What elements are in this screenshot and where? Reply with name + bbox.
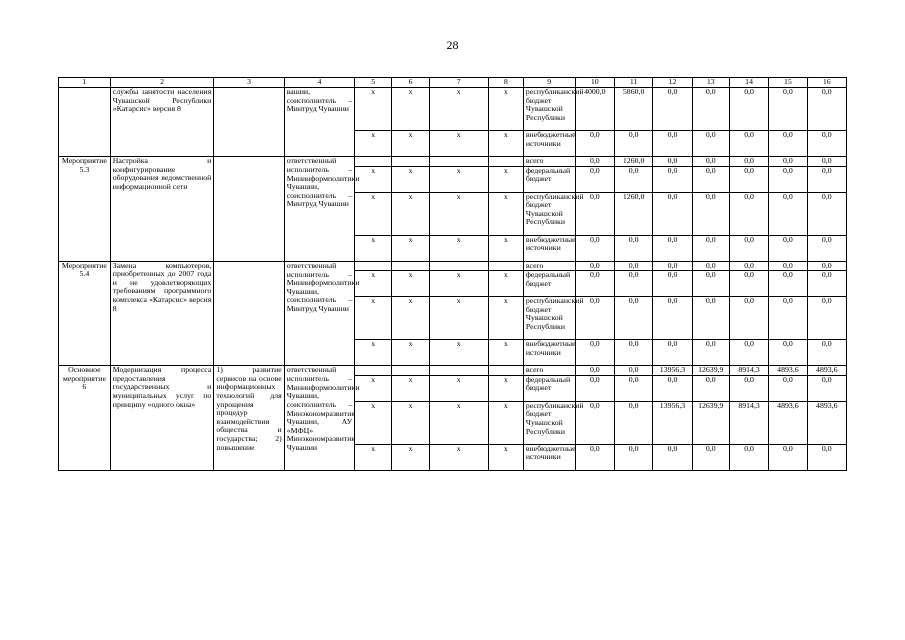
amount-cell: 0,0 (653, 297, 692, 340)
amount-cell: 0,0 (729, 444, 768, 470)
period-marker: x (355, 297, 392, 340)
column-number: 6 (392, 78, 429, 88)
column-number: 15 (769, 78, 807, 88)
amount-cell: 0,0 (692, 235, 729, 261)
period-marker: x (392, 88, 429, 131)
column-number: 2 (110, 78, 214, 88)
funding-source: республиканский бюджет Чувашской Республики (523, 88, 575, 131)
period-marker (355, 366, 392, 376)
measure-description: Модернизация процесса предоставления государственных и муниципальных услуг по принципу «одного окна» (110, 366, 214, 471)
period-marker: x (488, 401, 523, 444)
period-marker: x (392, 444, 429, 470)
period-marker: x (429, 235, 488, 261)
amount-cell: 0,0 (614, 261, 652, 271)
amount-cell: 0,0 (729, 340, 768, 366)
amount-cell: 4000,0 (575, 88, 614, 131)
amount-cell: 0,0 (575, 261, 614, 271)
period-marker: x (392, 297, 429, 340)
amount-cell: 4893,6 (807, 401, 846, 444)
funding-source: внебюджетные источники (523, 235, 575, 261)
amount-cell: 13956,3 (653, 401, 692, 444)
total-row (59, 366, 847, 376)
executor-label: ответственный (284, 157, 354, 167)
amount-cell: 0,0 (575, 375, 614, 401)
amount-cell: 0,0 (692, 444, 729, 470)
period-marker: x (392, 166, 429, 192)
column-number: 5 (355, 78, 392, 88)
period-marker: x (429, 166, 488, 192)
amount-cell: 0,0 (729, 131, 768, 157)
amount-cell: 0,0 (807, 88, 846, 131)
expected-result: 1) развитие сервисов на основе информационных технологий для упрощения процедур взаимодействия общества и государства; 2) повышение (214, 366, 284, 471)
amount-cell: 0,0 (807, 166, 846, 192)
period-marker: x (488, 88, 523, 131)
period-marker: x (392, 192, 429, 235)
column-number: 10 (575, 78, 614, 88)
funding-source: республиканский бюджет Чувашской Республики (523, 401, 575, 444)
amount-cell: 0,0 (575, 131, 614, 157)
measure-description: Настройка и конфигурирование оборудования ведомственной информационной сети (110, 157, 214, 262)
funding-source: всего (523, 261, 575, 271)
period-marker: x (355, 166, 392, 192)
column-number: 12 (653, 78, 692, 88)
amount-cell: 0,0 (769, 192, 807, 235)
funding-source: федеральный бюджет (523, 271, 575, 297)
amount-cell: 0,0 (653, 261, 692, 271)
period-marker: x (488, 192, 523, 235)
period-marker (392, 157, 429, 167)
measure-name (59, 88, 111, 157)
amount-cell: 0,0 (692, 157, 729, 167)
period-marker: x (429, 340, 488, 366)
executor: исполнитель – Мининформполитики Чувашии, соисполнитель – Минтруд Чувашии (284, 271, 354, 366)
amount-cell: 0,0 (653, 235, 692, 261)
funding-source: внебюджетные источники (523, 444, 575, 470)
amount-cell: 0,0 (692, 131, 729, 157)
amount-cell: 0,0 (729, 271, 768, 297)
amount-cell: 0,0 (769, 166, 807, 192)
column-number: 7 (429, 78, 488, 88)
period-marker (488, 157, 523, 167)
amount-cell: 5860,0 (614, 88, 652, 131)
executor-label: ответственный (284, 261, 354, 271)
amount-cell: 0,0 (769, 235, 807, 261)
program-budget-table (58, 77, 847, 471)
column-number: 13 (692, 78, 729, 88)
amount-cell: 0,0 (807, 131, 846, 157)
measure-name: Основное мероприятие 6 (59, 366, 111, 471)
funding-source: внебюджетные источники (523, 340, 575, 366)
amount-cell: 0,0 (729, 235, 768, 261)
period-marker: x (429, 444, 488, 470)
amount-cell: 0,0 (614, 401, 652, 444)
period-marker: x (392, 401, 429, 444)
period-marker (429, 157, 488, 167)
amount-cell: 0,0 (807, 297, 846, 340)
amount-cell: 0,0 (575, 166, 614, 192)
column-number: 14 (729, 78, 768, 88)
period-marker (392, 366, 429, 376)
measure-name: Мероприятие 5.3 (59, 157, 111, 262)
amount-cell: 0,0 (614, 271, 652, 297)
column-number: 1 (59, 78, 111, 88)
amount-cell: 12639,9 (692, 366, 729, 376)
amount-cell: 0,0 (614, 340, 652, 366)
amount-cell: 0,0 (729, 261, 768, 271)
amount-cell: 0,0 (575, 401, 614, 444)
amount-cell: 8914,3 (729, 366, 768, 376)
amount-cell: 0,0 (692, 297, 729, 340)
period-marker: x (488, 444, 523, 470)
amount-cell: 0,0 (575, 340, 614, 366)
amount-cell: 0,0 (729, 375, 768, 401)
amount-cell: 0,0 (729, 297, 768, 340)
funding-source: федеральный бюджет (523, 166, 575, 192)
amount-cell: 0,0 (729, 192, 768, 235)
amount-cell: 0,0 (653, 444, 692, 470)
period-marker: x (488, 271, 523, 297)
amount-cell: 0,0 (692, 271, 729, 297)
executor-label: ответственный (284, 366, 354, 376)
column-number: 3 (214, 78, 284, 88)
amount-cell: 0,0 (807, 261, 846, 271)
period-marker (355, 157, 392, 167)
column-number-row (59, 78, 847, 88)
amount-cell: 0,0 (614, 444, 652, 470)
amount-cell: 4893,6 (769, 366, 807, 376)
amount-cell: 0,0 (769, 375, 807, 401)
amount-cell: 0,0 (729, 157, 768, 167)
amount-cell: 0,0 (769, 271, 807, 297)
amount-cell: 0,0 (692, 166, 729, 192)
period-marker: x (355, 401, 392, 444)
period-marker: x (392, 340, 429, 366)
period-marker: x (488, 235, 523, 261)
total-row (59, 261, 847, 271)
amount-cell: 0,0 (692, 192, 729, 235)
executor: исполнитель – Мининформполитики Чувашии, соисполнитель – Минэкономразвития Чувашии, АУ «МФЦ» Минэкономразвития Чувашии (284, 375, 354, 470)
expected-result (214, 157, 284, 262)
amount-cell: 0,0 (769, 297, 807, 340)
period-marker: x (392, 131, 429, 157)
amount-cell: 0,0 (614, 131, 652, 157)
funding-source: всего (523, 366, 575, 376)
period-marker: x (429, 131, 488, 157)
executor: вашии, соисполнитель – Минтруд Чувашии (284, 88, 354, 157)
amount-cell: 0,0 (692, 340, 729, 366)
funding-source: внебюджетные источники (523, 131, 575, 157)
period-marker: x (429, 375, 488, 401)
amount-cell: 0,0 (807, 444, 846, 470)
amount-cell: 0,0 (692, 261, 729, 271)
amount-cell: 0,0 (614, 297, 652, 340)
amount-cell: 0,0 (769, 88, 807, 131)
period-marker: x (355, 340, 392, 366)
amount-cell: 0,0 (575, 235, 614, 261)
column-number: 16 (807, 78, 846, 88)
amount-cell: 0,0 (653, 166, 692, 192)
period-marker: x (429, 297, 488, 340)
period-marker: x (355, 375, 392, 401)
measure-description: Замена компьютеров, приобретенных до 2007 года и не удовлетворяющих требованиям программного комплекса «Катарсис» версия 8 (110, 261, 214, 366)
expected-result (214, 261, 284, 366)
amount-cell: 0,0 (807, 375, 846, 401)
period-marker: x (429, 192, 488, 235)
amount-cell: 0,0 (614, 375, 652, 401)
amount-cell: 0,0 (653, 157, 692, 167)
period-marker: x (355, 88, 392, 131)
amount-cell: 0,0 (575, 297, 614, 340)
executor: исполнитель – Мининформполитики Чувашии, соисполнитель – Минтруд Чувашии (284, 166, 354, 261)
period-marker: x (488, 297, 523, 340)
amount-cell: 0,0 (769, 340, 807, 366)
period-marker: x (355, 235, 392, 261)
amount-cell: 0,0 (653, 131, 692, 157)
column-number: 4 (284, 78, 354, 88)
amount-cell: 0,0 (653, 271, 692, 297)
measure-name: Мероприятие 5.4 (59, 261, 111, 366)
amount-cell: 0,0 (729, 88, 768, 131)
amount-cell: 0,0 (653, 375, 692, 401)
period-marker: x (488, 375, 523, 401)
amount-cell: 0,0 (653, 192, 692, 235)
column-number: 8 (488, 78, 523, 88)
amount-cell: 0,0 (692, 375, 729, 401)
period-marker: x (392, 271, 429, 297)
period-marker: x (429, 401, 488, 444)
column-number: 9 (523, 78, 575, 88)
column-number: 11 (614, 78, 652, 88)
amount-cell: 0,0 (807, 235, 846, 261)
amount-cell: 0,0 (692, 88, 729, 131)
amount-cell: 0,0 (614, 366, 652, 376)
period-marker: x (429, 271, 488, 297)
funding-source: федеральный бюджет (523, 375, 575, 401)
period-marker (429, 366, 488, 376)
amount-cell: 1260,0 (614, 157, 652, 167)
funding-source: республиканский бюджет Чувашской Республики (523, 192, 575, 235)
expected-result (214, 88, 284, 157)
period-marker: x (488, 131, 523, 157)
source-row (59, 88, 847, 131)
amount-cell: 0,0 (653, 88, 692, 131)
period-marker: x (392, 375, 429, 401)
amount-cell: 4893,6 (769, 401, 807, 444)
period-marker: x (488, 166, 523, 192)
amount-cell: 0,0 (769, 131, 807, 157)
period-marker: x (355, 192, 392, 235)
amount-cell: 4893,6 (807, 366, 846, 376)
amount-cell: 0,0 (807, 271, 846, 297)
period-marker: x (488, 340, 523, 366)
table-body (59, 78, 847, 471)
total-row (59, 157, 847, 167)
funding-source: республиканский бюджет Чувашской Республики (523, 297, 575, 340)
amount-cell: 0,0 (575, 192, 614, 235)
amount-cell: 0,0 (575, 157, 614, 167)
amount-cell: 0,0 (614, 235, 652, 261)
amount-cell: 0,0 (769, 157, 807, 167)
amount-cell: 0,0 (575, 444, 614, 470)
amount-cell: 0,0 (575, 366, 614, 376)
period-marker: x (392, 235, 429, 261)
amount-cell: 0,0 (807, 340, 846, 366)
period-marker: x (429, 88, 488, 131)
funding-source: всего (523, 157, 575, 167)
period-marker: x (355, 444, 392, 470)
amount-cell: 0,0 (614, 166, 652, 192)
amount-cell: 13956,3 (653, 366, 692, 376)
amount-cell: 0,0 (807, 192, 846, 235)
amount-cell: 0,0 (769, 444, 807, 470)
amount-cell: 8914,3 (729, 401, 768, 444)
amount-cell: 0,0 (575, 271, 614, 297)
page-number: 28 (446, 38, 459, 52)
amount-cell: 0,0 (769, 261, 807, 271)
amount-cell: 0,0 (653, 340, 692, 366)
amount-cell: 12639,9 (692, 401, 729, 444)
measure-description: службы занятости населения Чувашской Республики «Катарсис» версия 8 (110, 88, 214, 157)
amount-cell: 1260,0 (614, 192, 652, 235)
amount-cell: 0,0 (729, 166, 768, 192)
period-marker: x (355, 271, 392, 297)
amount-cell: 0,0 (807, 157, 846, 167)
period-marker (488, 366, 523, 376)
period-marker: x (355, 131, 392, 157)
